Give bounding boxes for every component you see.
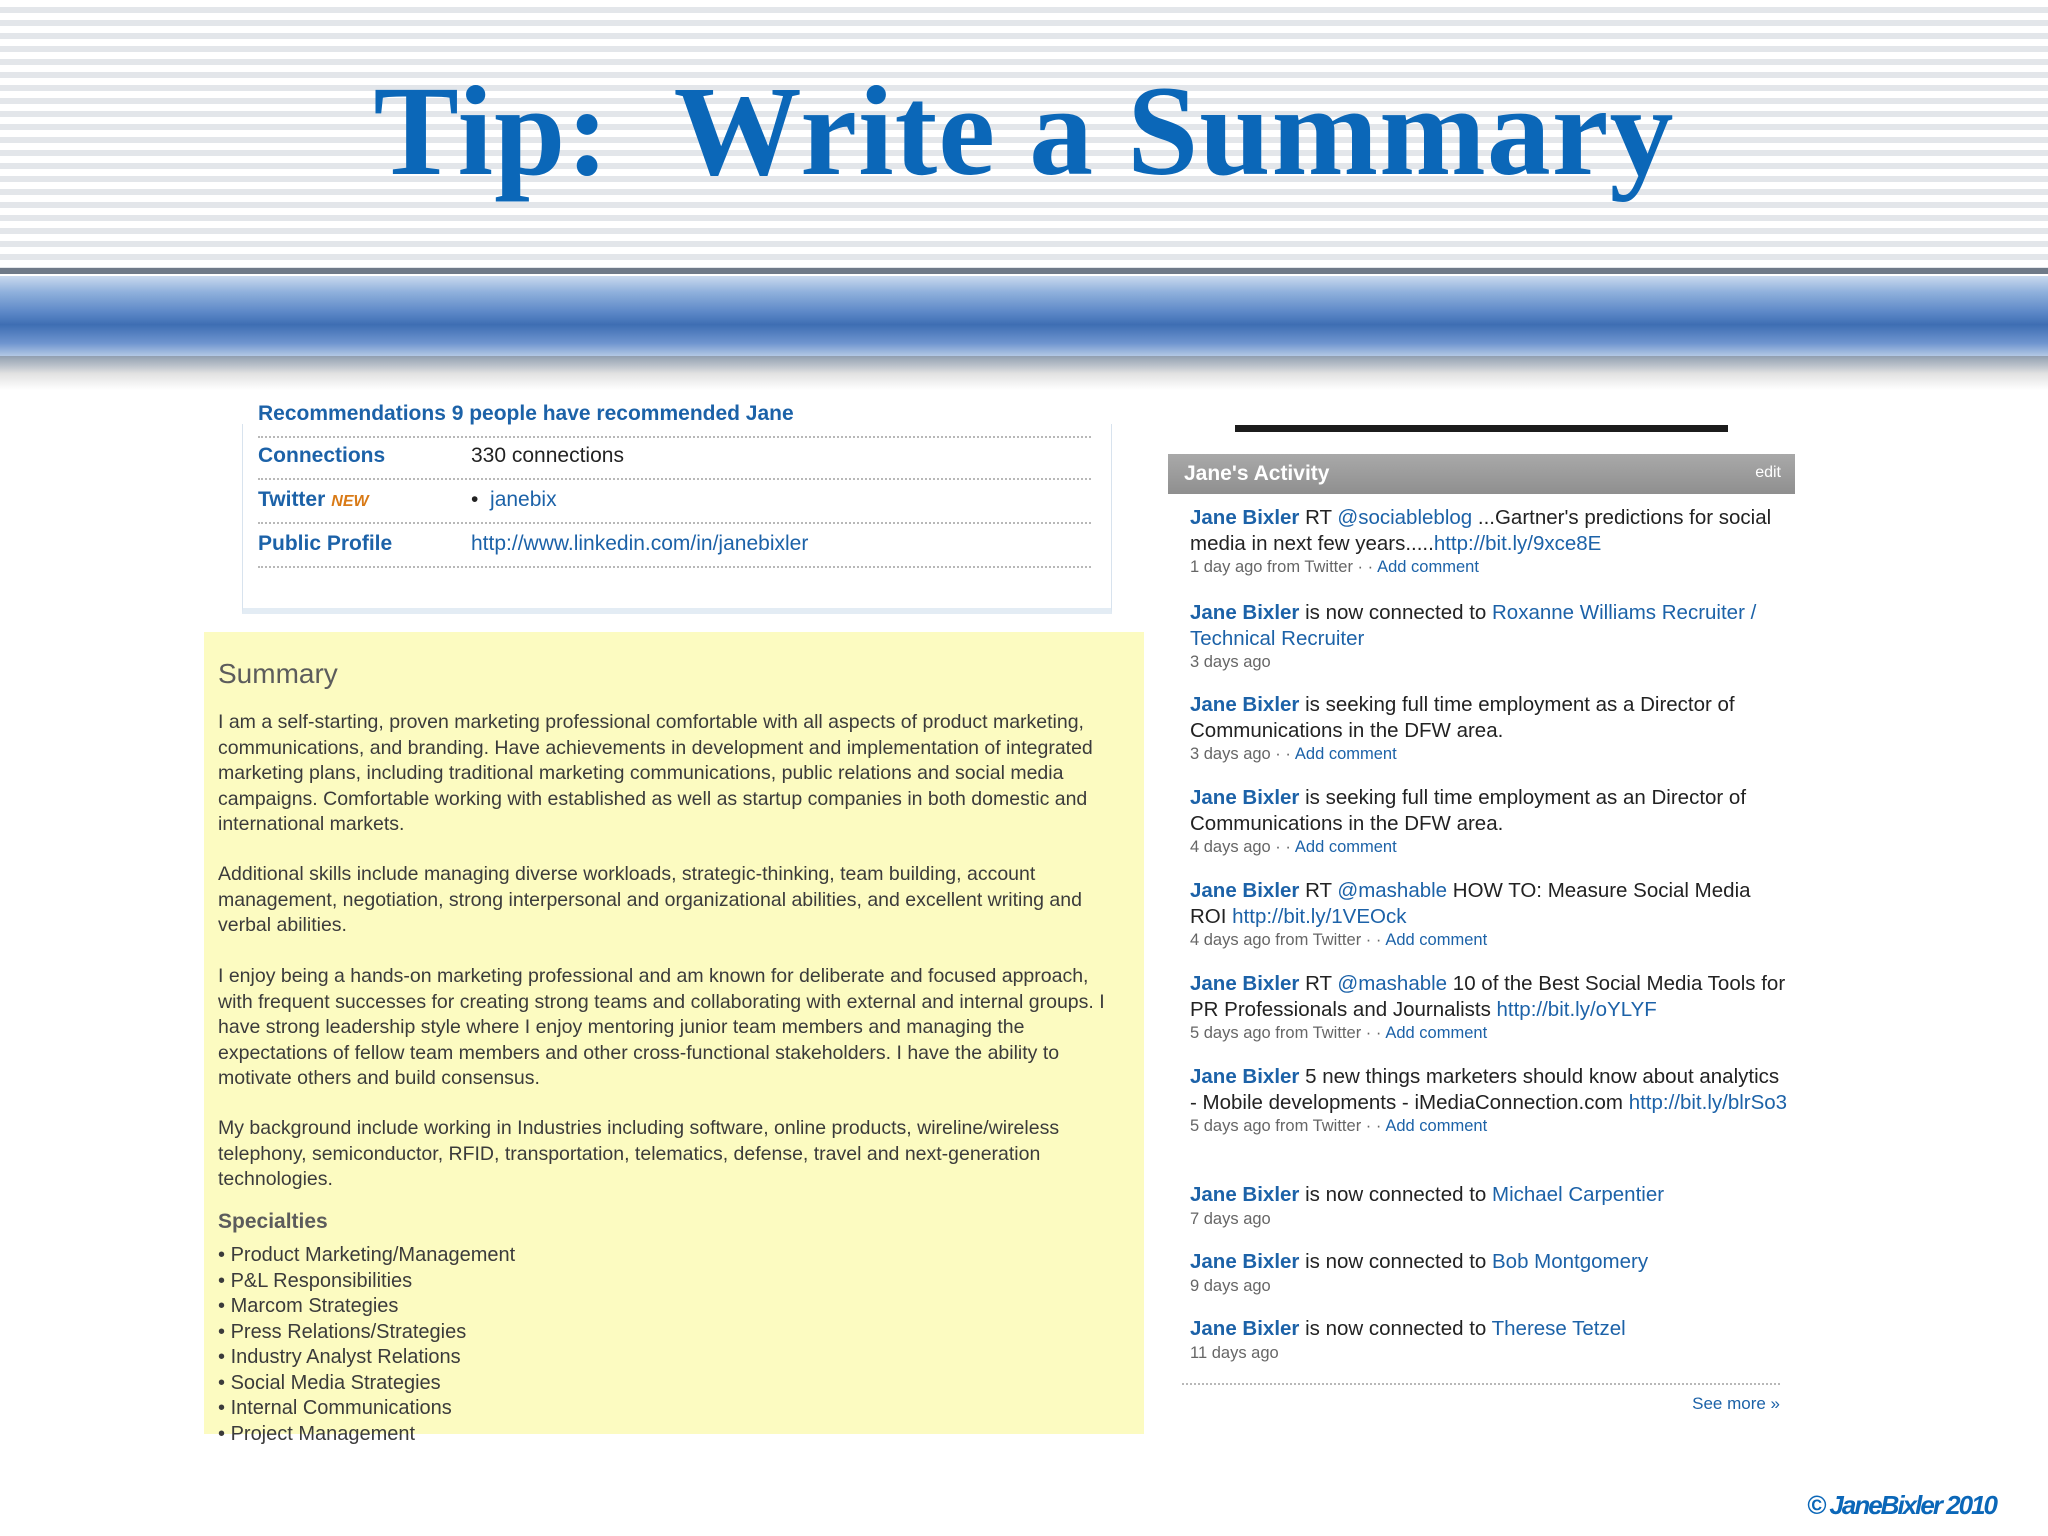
activity-meta — [1190, 558, 1790, 577]
activity-timestamp: 3 days ago · · — [1190, 745, 1291, 763]
activity-meta — [1190, 653, 1790, 672]
specialties-list — [218, 1243, 515, 1447]
activity-text — [1190, 1249, 1790, 1275]
summary-paragraph-1: I am a self-starting, proven marketing professional comfortable with all aspects of product marketing, communications, and branding. Have achievements in development and implementation of integrated marketing plans, including traditional marketing communications, public relations and social media campaigns. Comfortable working with established as well as startup companies in both domestic and international markets. — [218, 711, 1093, 835]
activity-text-part: RT — [1299, 879, 1338, 902]
activity-text — [1190, 878, 1790, 929]
activity-link[interactable]: Bob Montgomery — [1492, 1250, 1649, 1273]
activity-timestamp: 5 days ago from Twitter · · — [1190, 1024, 1382, 1042]
activity-text-part: 10 of the Best Social Media Tools for PR Professionals and Journalists — [1190, 972, 1786, 1021]
summary-paragraph-4: My background include working in Industries including software, online products, wireline/wireless telephony, semiconductor, RFID, transportation, telematics, defense, travel and next-generation technologies. — [218, 1117, 1060, 1190]
add-comment-link[interactable]: Add comment — [1294, 838, 1397, 856]
activity-item — [1190, 1249, 1790, 1296]
activity-meta — [1190, 1277, 1790, 1296]
specialty-item: • Industry Analyst Relations — [218, 1345, 515, 1371]
activity-timestamp: 7 days ago — [1190, 1209, 1271, 1228]
activity-meta — [1190, 745, 1790, 764]
activity-item — [1190, 971, 1790, 1043]
activity-item — [1190, 1182, 1790, 1229]
activity-text — [1190, 785, 1790, 836]
activity-panel — [1168, 454, 1795, 494]
activity-author-link[interactable]: Jane Bixler — [1190, 1250, 1300, 1273]
activity-item — [1190, 1316, 1790, 1363]
activity-timestamp: 1 day ago from Twitter · · — [1190, 558, 1374, 576]
new-badge: NEW — [331, 493, 369, 510]
activity-meta — [1190, 931, 1790, 950]
activity-item — [1190, 878, 1790, 950]
specialty-item: • Product Marketing/Management — [218, 1243, 515, 1269]
activity-meta — [1190, 1344, 1790, 1363]
connections-value — [471, 444, 624, 468]
activity-timestamp: 5 days ago from Twitter · · — [1190, 1117, 1382, 1135]
specialty-item: • Internal Communications — [218, 1396, 515, 1422]
public-profile-row — [258, 524, 1091, 568]
activity-top-bar — [1235, 425, 1728, 432]
band-shadow — [0, 356, 2048, 390]
activity-edit-link[interactable]: edit — [1755, 464, 1781, 481]
add-comment-link[interactable]: Add comment — [1385, 1117, 1488, 1135]
public-profile-link[interactable]: http://www.linkedin.com/in/janebixler — [471, 532, 809, 555]
header-rule — [0, 268, 2048, 274]
specialty-item: • Press Relations/Strategies — [218, 1320, 515, 1346]
activity-text-part: is now connected to — [1299, 1250, 1492, 1273]
activity-timestamp: 4 days ago from Twitter · · — [1190, 931, 1382, 949]
add-comment-link[interactable]: Add comment — [1385, 1024, 1488, 1042]
activity-timestamp: 4 days ago · · — [1190, 838, 1291, 856]
specialty-item: • P&L Responsibilities — [218, 1269, 515, 1295]
activity-text-part: HOW TO: Measure Social Media ROI — [1190, 879, 1751, 928]
activity-item — [1190, 505, 1790, 577]
activity-item — [1190, 785, 1790, 857]
activity-author-link[interactable]: Jane Bixler — [1190, 506, 1300, 529]
bullet: • — [471, 488, 479, 511]
activity-text — [1190, 971, 1790, 1022]
summary-heading: Summary — [218, 658, 338, 689]
activity-author-link[interactable]: Jane Bixler — [1190, 972, 1300, 995]
activity-text — [1190, 505, 1790, 556]
activity-author-link[interactable]: Jane Bixler — [1190, 879, 1300, 902]
slide-title: Tip: Write a Summary — [373, 60, 1675, 202]
activity-text-part: is now connected to — [1299, 601, 1492, 624]
summary-section — [204, 632, 1144, 1445]
activity-text-part: is seeking full time employment as an Director of Communications in the DFW area. — [1190, 786, 1747, 835]
add-comment-link[interactable]: Add comment — [1385, 931, 1488, 949]
activity-title: Jane's Activity — [1184, 462, 1330, 485]
activity-meta — [1190, 838, 1790, 857]
recommendations-row — [258, 394, 1091, 438]
activity-link[interactable]: http://bit.ly/9xce8E — [1433, 531, 1602, 555]
activity-text-part: ...Gartner's predictions for social media in next few years..... — [1190, 506, 1772, 555]
activity-link[interactable]: Roxanne Williams Recruiter / Technical Recruiter — [1190, 601, 1757, 650]
activity-author-link[interactable]: Jane Bixler — [1190, 1183, 1300, 1206]
activity-text — [1190, 1182, 1790, 1208]
activity-link[interactable]: @mashable — [1337, 972, 1448, 995]
activity-text — [1190, 1316, 1790, 1342]
specialties-heading: Specialties — [218, 1210, 328, 1233]
activity-header — [1168, 454, 1795, 494]
activity-link[interactable]: http://bit.ly/oYLYF — [1496, 997, 1657, 1021]
add-comment-link[interactable]: Add comment — [1377, 558, 1479, 576]
specialty-item: • Marcom Strategies — [218, 1294, 515, 1320]
activity-meta — [1190, 1024, 1790, 1043]
connections-text: connections — [506, 444, 624, 467]
activity-text-part: 5 new things marketers should know about analytics - Mobile developments - iMediaConnection.com — [1190, 1065, 1780, 1114]
activity-item — [1190, 692, 1790, 764]
profile-card — [242, 402, 1112, 614]
activity-timestamp: 11 days ago — [1190, 1343, 1279, 1362]
activity-link[interactable]: Michael Carpentier — [1492, 1183, 1665, 1206]
activity-meta — [1190, 1210, 1790, 1229]
activity-item — [1190, 1064, 1790, 1136]
activity-author-link[interactable]: Jane Bixler — [1190, 1317, 1300, 1340]
activity-meta — [1190, 1117, 1790, 1136]
public-profile-label: Public Profile — [258, 532, 393, 555]
connections-count: 330 — [471, 444, 507, 467]
twitter-value — [471, 488, 557, 512]
twitter-label — [258, 488, 369, 512]
activity-divider — [1182, 1383, 1780, 1385]
activity-text — [1190, 692, 1790, 743]
summary-paragraph-2: Additional skills include managing diverse workloads, strategic-thinking, team building, account management, negotiation, strong interpersonal and organizational abilities, and excellent writing and verbal abilities. — [218, 863, 1082, 936]
twitter-handle-link[interactable]: janebix — [490, 488, 557, 511]
activity-author-link[interactable]: Jane Bixler — [1190, 1065, 1300, 1088]
activity-item — [1190, 600, 1790, 672]
specialty-item: • Social Media Strategies — [218, 1371, 515, 1397]
activity-link[interactable]: @mashable — [1337, 879, 1448, 902]
activity-link[interactable]: http://bit.ly/blrSo3 — [1628, 1090, 1788, 1114]
activity-text-part: is seeking full time employment as a Director of Communications in the DFW area. — [1190, 693, 1735, 742]
twitter-row — [258, 480, 1091, 524]
activity-link[interactable]: http://bit.ly/1VEOck — [1232, 904, 1407, 928]
activity-text-part: is now connected to — [1299, 1317, 1492, 1340]
activity-text-part: is now connected to — [1299, 1183, 1492, 1206]
activity-text-part: RT — [1299, 972, 1338, 995]
specialty-item: • Project Management — [218, 1422, 515, 1448]
recommendations-partial: Recommendations 9 people have recommended Jane — [258, 402, 794, 425]
summary-paragraph-3: I enjoy being a hands-on marketing professional and am known for deliberate and focused approach, with frequent successes for creating strong teams and collaborating with external and internal groups. I have strong leadership style where I enjoy mentoring junior team members and managing the expectations of fellow team members and other cross-functional stakeholders. I have the ability to motivate others and build consensus. — [218, 965, 1105, 1089]
activity-text — [1190, 1064, 1790, 1115]
see-more-link[interactable]: See more » — [1692, 1394, 1780, 1413]
connections-row — [258, 436, 1091, 480]
connections-label: Connections — [258, 444, 386, 467]
activity-timestamp: 9 days ago — [1190, 1276, 1271, 1295]
activity-text-part: RT — [1299, 506, 1338, 529]
activity-author-link[interactable]: Jane Bixler — [1190, 693, 1300, 716]
add-comment-link[interactable]: Add comment — [1294, 745, 1397, 763]
activity-author-link[interactable]: Jane Bixler — [1190, 601, 1300, 624]
activity-link[interactable]: Therese Tetzel — [1491, 1317, 1626, 1340]
copyright: © JaneBixler 2010 — [1807, 1490, 1996, 1520]
twitter-label-text: Twitter — [258, 488, 326, 511]
activity-text — [1190, 600, 1790, 651]
activity-timestamp: 3 days ago — [1190, 653, 1271, 671]
activity-link[interactable]: @sociableblog — [1337, 506, 1473, 529]
activity-author-link[interactable]: Jane Bixler — [1190, 786, 1300, 809]
